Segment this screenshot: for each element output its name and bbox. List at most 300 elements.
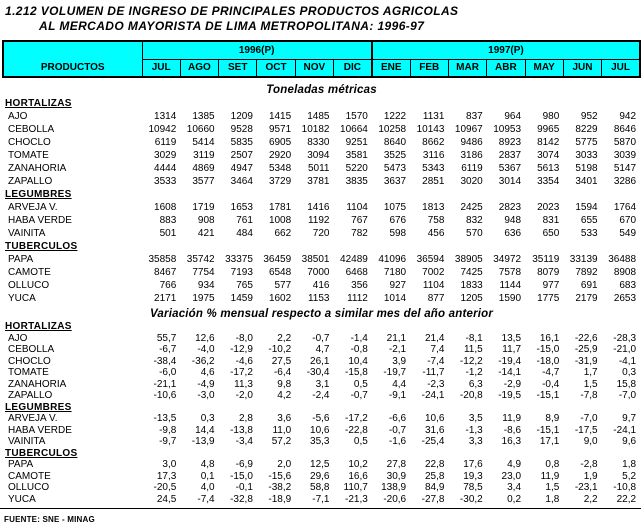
value-cell: 4,2 xyxy=(277,390,292,401)
value-cell: 3781 xyxy=(307,176,330,187)
value-cell: -6,0 xyxy=(159,367,177,378)
value-cell: -0,8 xyxy=(350,344,368,355)
value-cell: 3,5 xyxy=(468,413,483,424)
product-name: ZAPALLO xyxy=(8,176,53,187)
value-cell: 2425 xyxy=(460,202,483,213)
value-cell: 11,3 xyxy=(234,378,253,390)
value-cell: 3119 xyxy=(193,150,215,161)
value-cell: 34972 xyxy=(493,254,522,265)
month-header: ENE xyxy=(372,59,410,77)
value-cell: 1314 xyxy=(154,111,177,122)
value-cell: 58,8 xyxy=(310,482,330,493)
product-name: TOMATE xyxy=(8,367,49,378)
value-cell: 14,4 xyxy=(195,424,215,436)
table-row xyxy=(3,110,640,123)
value-cell: 6119 xyxy=(461,163,483,174)
value-cell: 3401 xyxy=(575,176,598,187)
value-cell: 35742 xyxy=(186,254,215,265)
value-cell: 3,3 xyxy=(468,436,483,447)
value-cell: -2,0 xyxy=(235,390,253,401)
value-cell: 1153 xyxy=(307,293,330,304)
value-cell: -20,8 xyxy=(459,390,483,401)
value-cell: 3033 xyxy=(575,150,598,161)
table-row xyxy=(3,494,640,506)
value-cell: 908 xyxy=(197,215,215,226)
value-cell: 5473 xyxy=(383,163,407,174)
value-cell: 356 xyxy=(351,280,368,291)
value-cell: -17,2 xyxy=(345,413,368,424)
month-header: MAR xyxy=(448,59,486,77)
value-cell: 78,5 xyxy=(463,482,483,493)
value-cell: 2507 xyxy=(230,150,253,161)
product-name: CEBOLLA xyxy=(8,344,55,355)
report-title xyxy=(0,0,641,34)
value-cell: -17,5 xyxy=(574,424,598,436)
table-row xyxy=(3,436,640,448)
value-cell: 1570 xyxy=(345,111,368,122)
value-cell: 10,6 xyxy=(424,413,445,424)
value-cell: 25,8 xyxy=(424,470,445,482)
value-cell: 26,1 xyxy=(310,355,330,367)
product-name: PAPA xyxy=(8,459,34,470)
source-note: FUENTE: SNE - MINAG xyxy=(4,515,95,524)
value-cell: -7,1 xyxy=(312,493,330,505)
value-cell: 5343 xyxy=(422,163,445,174)
value-cell: 7180 xyxy=(383,267,407,278)
value-cell: 837 xyxy=(466,111,483,122)
value-cell: -31,9 xyxy=(574,355,598,367)
value-cell: 5147 xyxy=(613,163,637,174)
value-cell: 3525 xyxy=(383,150,407,161)
value-cell: 7425 xyxy=(460,267,483,278)
value-cell: -15,8 xyxy=(345,367,368,378)
value-cell: -0,7 xyxy=(350,390,368,401)
value-cell: 3835 xyxy=(345,176,368,187)
value-cell: 831 xyxy=(542,215,560,226)
value-cell: 1192 xyxy=(307,215,330,226)
table-row xyxy=(3,344,640,356)
value-cell: 10182 xyxy=(301,124,330,135)
table-row xyxy=(3,123,640,136)
product-name: ARVEJA V. xyxy=(8,202,58,213)
value-cell: 8330 xyxy=(307,137,330,148)
value-cell: 1764 xyxy=(613,202,637,213)
value-cell: 7002 xyxy=(422,267,445,278)
value-cell: 1209 xyxy=(230,111,253,122)
value-cell: 3,0 xyxy=(162,459,177,470)
category-label: LEGUMBRES xyxy=(5,401,72,413)
value-cell: 1833 xyxy=(460,280,483,291)
value-cell: 636 xyxy=(504,228,522,239)
value-cell: 84,9 xyxy=(424,482,445,493)
value-cell: -18,0 xyxy=(536,355,560,367)
value-cell: 6,3 xyxy=(468,378,483,390)
month-header: AGO xyxy=(180,59,218,77)
product-name: VAINITA xyxy=(8,436,46,447)
value-cell: 767 xyxy=(351,215,368,226)
value-cell: 17,3 xyxy=(156,470,177,482)
value-cell: -0,1 xyxy=(235,482,253,493)
value-cell: 1104 xyxy=(346,202,368,213)
value-cell: 655 xyxy=(580,215,598,226)
value-cell: -38,2 xyxy=(268,482,292,493)
value-cell: 8640 xyxy=(383,137,407,148)
value-cell: -19,5 xyxy=(498,390,522,401)
value-cell: 1,5 xyxy=(583,378,598,390)
section-heading: Toneladas métricas xyxy=(266,84,377,96)
value-cell: 9,0 xyxy=(583,436,598,447)
value-cell: 1014 xyxy=(383,293,407,304)
value-cell: 1415 xyxy=(268,111,292,122)
value-cell: 948 xyxy=(504,215,522,226)
value-cell: -7,8 xyxy=(580,390,598,401)
value-cell: 650 xyxy=(542,228,560,239)
value-cell: 6548 xyxy=(268,267,292,278)
value-cell: 8662 xyxy=(422,137,445,148)
value-cell: -21,0 xyxy=(613,344,637,355)
value-cell: -9,8 xyxy=(159,424,177,436)
month-header: JUL xyxy=(602,59,640,77)
value-cell: 3286 xyxy=(613,176,637,187)
value-cell: 2171 xyxy=(154,293,177,304)
table-row xyxy=(3,482,640,494)
report-title-line1: 1.212 VOLUMEN DE INGRESO DE PRINCIPALES PRODUCTOS AGRICOLAS xyxy=(5,4,459,18)
product-name: ZANAHORIA xyxy=(8,163,67,174)
table-row xyxy=(3,413,640,425)
value-cell: 38501 xyxy=(301,254,330,265)
category-label: HORTALIZAS xyxy=(5,321,72,332)
value-cell: -7,4 xyxy=(427,355,445,367)
value-cell: 10967 xyxy=(454,124,483,135)
footer-divider xyxy=(0,508,641,509)
value-cell: 10,6 xyxy=(310,424,330,436)
product-name: CHOCLO xyxy=(8,137,51,148)
value-cell: 12,5 xyxy=(310,459,330,470)
value-cell: -9,1 xyxy=(388,390,407,401)
value-cell: -30,2 xyxy=(459,493,483,505)
value-cell: 533 xyxy=(580,228,598,239)
value-cell: -4,7 xyxy=(542,367,560,378)
value-cell: 33139 xyxy=(569,254,598,265)
value-cell: -9,7 xyxy=(159,436,177,447)
value-cell: 1075 xyxy=(383,202,407,213)
value-cell: 8079 xyxy=(537,267,560,278)
year-group-header: 1996(P) xyxy=(142,41,372,59)
value-cell: -3,4 xyxy=(235,436,253,447)
table-row xyxy=(3,390,640,402)
value-cell: 1781 xyxy=(268,202,292,213)
value-cell: -4,1 xyxy=(618,355,637,367)
value-cell: 1112 xyxy=(347,293,368,304)
value-cell: 1775 xyxy=(537,293,560,304)
value-cell: -4,0 xyxy=(197,344,215,355)
value-cell: 1144 xyxy=(499,280,522,291)
product-name: CHOCLO xyxy=(8,355,51,367)
value-cell: 12,6 xyxy=(195,332,215,344)
value-cell: 36459 xyxy=(263,254,292,265)
value-cell: 570 xyxy=(466,228,483,239)
value-cell: 11,5 xyxy=(463,344,483,355)
value-cell: 1653 xyxy=(230,202,253,213)
value-cell: 1416 xyxy=(307,202,330,213)
value-cell: 5414 xyxy=(192,137,215,148)
value-cell: -13,5 xyxy=(153,413,177,424)
value-cell: -0,7 xyxy=(312,332,330,344)
value-cell: 33375 xyxy=(225,254,253,265)
value-cell: 1975 xyxy=(192,293,215,304)
value-cell: 8646 xyxy=(613,124,637,135)
value-cell: 766 xyxy=(159,280,177,291)
value-cell: -19,7 xyxy=(383,367,407,378)
value-cell: -12,2 xyxy=(459,355,483,367)
value-cell: -21,1 xyxy=(153,378,177,390)
value-cell: -15,0 xyxy=(536,344,560,355)
value-cell: -8,6 xyxy=(503,424,522,436)
category-label: TUBERCULOS xyxy=(5,447,78,459)
value-cell: 7754 xyxy=(192,267,215,278)
value-cell: 3637 xyxy=(383,176,407,187)
table-row xyxy=(3,136,640,149)
value-cell: 1602 xyxy=(268,293,292,304)
value-cell: 5198 xyxy=(575,163,598,174)
category-row xyxy=(3,402,640,414)
value-cell: 4947 xyxy=(230,163,253,174)
value-cell: 11,9 xyxy=(502,413,522,424)
value-cell: 1,9 xyxy=(583,470,598,482)
value-cell: -23,1 xyxy=(574,482,598,493)
value-cell: 1008 xyxy=(268,215,292,226)
value-cell: 4,0 xyxy=(200,482,215,493)
value-cell: -15,6 xyxy=(268,470,292,482)
value-cell: -7,0 xyxy=(580,413,598,424)
value-cell: 2,2 xyxy=(583,493,598,505)
report-title-line2: AL MERCADO MAYORISTA DE LIMA METROPOLITANA: 1996-97 xyxy=(39,19,425,33)
product-name: AJO xyxy=(8,332,28,344)
value-cell: -32,8 xyxy=(230,493,253,505)
value-cell: 942 xyxy=(619,111,637,122)
value-cell: 5775 xyxy=(575,137,598,148)
value-cell: 8,9 xyxy=(545,413,560,424)
category-label: TUBERCULOS xyxy=(5,241,78,252)
category-row xyxy=(3,240,640,253)
value-cell: -30,4 xyxy=(306,367,330,378)
value-cell: -24,1 xyxy=(613,424,637,436)
value-cell: 9486 xyxy=(460,137,483,148)
value-cell: 9,7 xyxy=(622,413,637,424)
value-cell: 5,2 xyxy=(622,470,637,482)
value-cell: -22,8 xyxy=(345,424,368,436)
product-name: ARVEJA V. xyxy=(8,413,58,424)
value-cell: 0,1 xyxy=(200,470,215,482)
value-cell: 2851 xyxy=(422,176,445,187)
value-cell: -1,6 xyxy=(388,436,407,447)
value-cell: 24,5 xyxy=(156,493,177,505)
value-cell: -6,6 xyxy=(388,413,407,424)
section-heading-row xyxy=(3,305,640,321)
value-cell: 27,8 xyxy=(386,459,407,470)
value-cell: 17,6 xyxy=(463,459,483,470)
value-cell: -8,0 xyxy=(235,332,253,344)
table-row xyxy=(3,379,640,391)
value-cell: 35,3 xyxy=(310,436,330,447)
category-row xyxy=(3,97,640,110)
value-cell: 35119 xyxy=(532,254,560,265)
value-cell: 0,8 xyxy=(545,459,560,470)
product-name: TOMATE xyxy=(8,150,49,161)
table-row xyxy=(3,266,640,279)
value-cell: 1590 xyxy=(498,293,522,304)
value-cell: 1,5 xyxy=(545,482,560,493)
value-cell: 964 xyxy=(504,111,522,122)
value-cell: 7578 xyxy=(498,267,522,278)
value-cell: 19,3 xyxy=(463,470,483,482)
value-cell: -4,9 xyxy=(197,378,215,390)
product-name: VAINITA xyxy=(8,228,46,239)
value-cell: -7,0 xyxy=(618,390,637,401)
value-cell: 23,0 xyxy=(501,470,522,482)
value-cell: 16,6 xyxy=(348,470,368,482)
value-cell: 10660 xyxy=(186,124,215,135)
value-cell: -1,2 xyxy=(465,367,483,378)
value-cell: 4,4 xyxy=(392,378,407,390)
value-cell: 9571 xyxy=(268,124,292,135)
value-cell: 2837 xyxy=(498,150,522,161)
product-name: CEBOLLA xyxy=(8,124,55,135)
value-cell: 577 xyxy=(274,280,292,291)
value-cell: 13,5 xyxy=(501,332,522,344)
value-cell: -24,1 xyxy=(421,390,445,401)
value-cell: 16,1 xyxy=(539,332,560,344)
table-row xyxy=(3,356,640,368)
value-cell: -2,3 xyxy=(427,378,445,390)
value-cell: 27,5 xyxy=(271,355,292,367)
value-cell: -15,1 xyxy=(536,424,560,436)
value-cell: 7,4 xyxy=(430,344,445,355)
value-cell: 7892 xyxy=(575,267,598,278)
value-cell: 7000 xyxy=(307,267,330,278)
month-header: JUL xyxy=(142,59,180,77)
value-cell: 38905 xyxy=(454,254,483,265)
value-cell: 3,9 xyxy=(392,355,407,367)
category-label: LEGUMBRES xyxy=(5,189,72,200)
value-cell: 8467 xyxy=(154,267,177,278)
value-cell: 980 xyxy=(542,111,560,122)
value-cell: 0,2 xyxy=(507,493,522,505)
value-cell: -27,8 xyxy=(421,493,445,505)
value-cell: -15,1 xyxy=(536,390,560,401)
value-cell: -19,4 xyxy=(498,355,522,367)
value-cell: 676 xyxy=(389,215,407,226)
value-cell: -15,0 xyxy=(230,470,253,482)
value-cell: 3020 xyxy=(460,176,483,187)
value-cell: 110,7 xyxy=(343,482,368,493)
value-cell: -38,4 xyxy=(153,355,177,367)
value-cell: -0,7 xyxy=(388,424,407,436)
value-cell: 1131 xyxy=(422,111,445,122)
product-name: HABA VERDE xyxy=(8,424,72,436)
value-cell: 42489 xyxy=(340,254,368,265)
value-cell: 0,5 xyxy=(353,436,368,447)
section-heading: Variación % mensual respecto a similar mes del año anterior xyxy=(149,307,494,320)
value-cell: -20,6 xyxy=(383,493,407,505)
value-cell: 670 xyxy=(619,215,637,226)
table-row xyxy=(3,367,640,379)
month-header: DIC xyxy=(333,59,371,77)
value-cell: 5011 xyxy=(307,163,330,174)
product-name: AJO xyxy=(8,111,28,122)
value-cell: 4,9 xyxy=(507,459,522,470)
table-row xyxy=(3,425,640,437)
value-cell: 0,5 xyxy=(353,378,368,390)
value-cell: 761 xyxy=(236,215,253,226)
value-cell: -2,8 xyxy=(580,459,598,470)
value-cell: 35858 xyxy=(148,254,177,265)
value-cell: 484 xyxy=(236,228,253,239)
value-cell: -36,2 xyxy=(191,355,215,367)
value-cell: -10,2 xyxy=(268,344,292,355)
value-cell: 41096 xyxy=(378,254,407,265)
value-cell: 9251 xyxy=(345,137,368,148)
table-header xyxy=(3,41,640,77)
value-cell: 10258 xyxy=(378,124,407,135)
value-cell: 1205 xyxy=(460,293,483,304)
value-cell: -14,1 xyxy=(498,367,522,378)
value-cell: -3,0 xyxy=(197,390,215,401)
month-header: JUN xyxy=(563,59,601,77)
value-cell: -2,1 xyxy=(388,344,407,355)
value-cell: 720 xyxy=(312,228,330,239)
value-cell: 416 xyxy=(312,280,330,291)
value-cell: 4,8 xyxy=(200,459,215,470)
value-cell: 8142 xyxy=(537,137,560,148)
value-cell: 1608 xyxy=(154,202,177,213)
value-cell: 10,2 xyxy=(348,459,368,470)
value-cell: 2,0 xyxy=(277,459,292,470)
value-cell: -28,3 xyxy=(613,332,637,344)
product-name: PAPA xyxy=(8,254,34,265)
value-cell: 1719 xyxy=(192,202,215,213)
value-cell: 3,1 xyxy=(315,378,330,390)
table-row xyxy=(3,253,640,266)
value-cell: 691 xyxy=(580,280,598,291)
product-name: OLLUCO xyxy=(8,482,50,493)
value-cell: 1813 xyxy=(422,202,445,213)
product-name: OLLUCO xyxy=(8,280,50,291)
value-cell: 11,7 xyxy=(502,344,522,355)
value-cell: 3354 xyxy=(537,176,560,187)
value-cell: 11,9 xyxy=(540,470,560,482)
value-cell: 9,6 xyxy=(622,436,637,447)
value-cell: 9528 xyxy=(230,124,253,135)
value-cell: 1104 xyxy=(422,280,445,291)
products-column-header: PRODUCTOS xyxy=(3,41,142,77)
value-cell: -4,6 xyxy=(235,355,253,367)
value-cell: -1,3 xyxy=(465,424,483,436)
value-cell: 3186 xyxy=(460,150,483,161)
value-cell: -20,5 xyxy=(153,482,177,493)
value-cell: 832 xyxy=(466,215,483,226)
value-cell: 2,2 xyxy=(277,332,292,344)
value-cell: 9,8 xyxy=(277,378,292,390)
value-cell: -6,7 xyxy=(159,344,177,355)
value-cell: 4444 xyxy=(154,163,177,174)
value-cell: -17,2 xyxy=(230,367,253,378)
data-table xyxy=(2,40,641,505)
value-cell: 1222 xyxy=(383,111,407,122)
table-row xyxy=(3,279,640,292)
value-cell: -13,9 xyxy=(191,436,215,447)
value-cell: 1385 xyxy=(192,111,215,122)
